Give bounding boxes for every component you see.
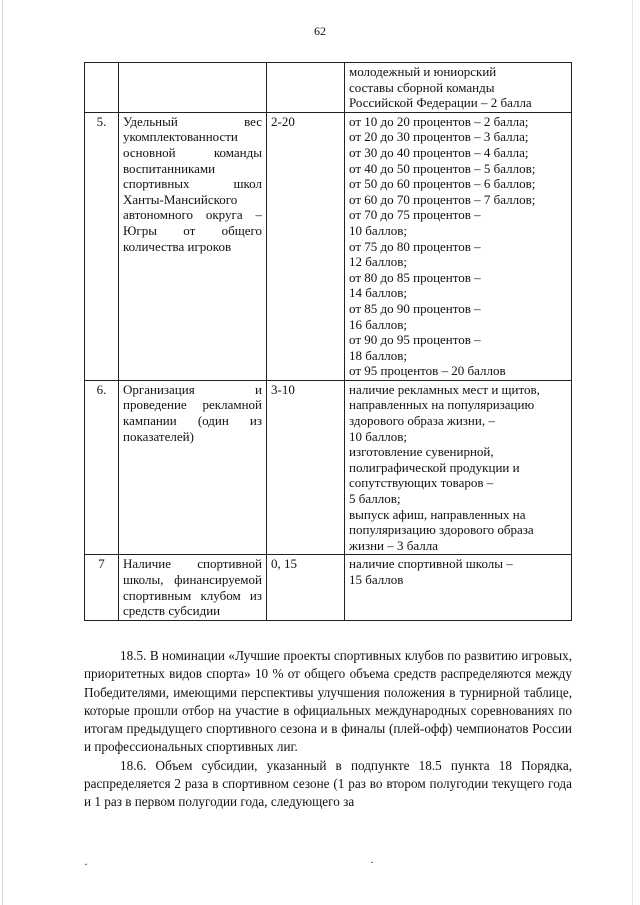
table-row xyxy=(85,112,572,380)
score-description xyxy=(345,63,572,113)
scan-edge-left xyxy=(2,0,3,905)
score-line: от 95 процентов – 20 баллов xyxy=(349,363,506,379)
score-line: 10 баллов; xyxy=(349,222,407,238)
score-line: составы сборной команды xyxy=(349,79,495,95)
score-line: жизни – 3 балла xyxy=(349,537,438,553)
score-line: Российской Федерации – 2 балла xyxy=(349,95,532,111)
score-range xyxy=(267,63,345,113)
score-line: от 20 до 30 процентов – 3 балла; xyxy=(349,129,529,145)
score-line: от 10 до 20 процентов – 2 балла; xyxy=(349,113,529,129)
table-row xyxy=(85,555,572,620)
score-range: 0, 15 xyxy=(267,555,345,620)
body-text xyxy=(84,647,572,812)
score-line: 16 баллов; xyxy=(349,316,407,332)
score-line: 18 баллов; xyxy=(349,347,407,363)
score-line: наличие рекламных мест и щитов, xyxy=(349,381,540,397)
score-line: наличие спортивной школы – xyxy=(349,556,513,572)
score-line: полиграфической продукции и xyxy=(349,459,520,475)
table-row xyxy=(85,380,572,555)
score-line: направленных на популяризацию xyxy=(349,397,535,413)
score-line: молодежный и юниорский xyxy=(349,64,497,79)
score-description xyxy=(345,380,572,555)
score-description xyxy=(345,112,572,380)
score-line: выпуск афиш, направленных на xyxy=(349,506,526,522)
score-line: от 50 до 60 процентов – 6 баллов; xyxy=(349,176,536,192)
score-range: 3-10 xyxy=(267,380,345,555)
score-line: от 85 до 90 процентов – xyxy=(349,300,481,316)
score-line: популяризацию здорового образа xyxy=(349,522,534,538)
criterion-name xyxy=(119,555,267,620)
criterion-name xyxy=(119,112,267,380)
score-line: 12 баллов; xyxy=(349,254,407,270)
score-line: 10 баллов; xyxy=(349,428,407,444)
score-line: от 30 до 40 процентов – 4 балла; xyxy=(349,144,529,160)
paragraph-18-6: 18.6. Объем субсидии, указанный в подпункте 18.5 пункта 18 Порядка, распределяется 2 раза в спортивном сезоне (1 раз во втором полугодии текущего года и 1 раз в первом полугодии года, следующего за xyxy=(84,757,572,810)
criteria-table xyxy=(84,62,572,621)
score-line: здорового образа жизни, – xyxy=(349,413,495,429)
page-number: 62 xyxy=(314,24,326,38)
row-number: 7 xyxy=(85,555,119,620)
scan-speck: · xyxy=(370,855,374,869)
criterion-name xyxy=(119,380,267,555)
score-line: от 70 до 75 процентов – xyxy=(349,207,481,223)
row-number: 6. xyxy=(85,380,119,555)
row-number: 5. xyxy=(85,112,119,380)
score-line: от 40 до 50 процентов – 5 баллов; xyxy=(349,160,536,176)
criterion-name-text: Удельный вес укомплектованности основной команды воспитанниками спортивных школ Ханты-Мансийского автономного округа – Югры от общего количества игроков xyxy=(123,113,262,254)
score-line: 5 баллов; xyxy=(349,491,401,507)
scan-speck: · xyxy=(84,857,88,871)
paragraph-18-5: 18.5. В номинации «Лучшие проекты спортивных клубов по развитию игровых, приоритетных видов спорта» 10 % от общего объема средств распределяются между Победителями, имеющими перспективы улучшения положения в турнирной таблице, которые прошли отбор на участие в официальных международных соревнованиях по итогам предыдущего спортивного сезона и в финалы (плей-офф) чемпионатов России и профессиональных спортивных лиг. xyxy=(84,648,572,755)
score-line: изготовление сувенирной, xyxy=(349,444,494,460)
score-line: 14 баллов; xyxy=(349,285,407,301)
score-line: от 75 до 80 процентов – xyxy=(349,238,481,254)
criterion-name xyxy=(119,63,267,113)
score-line: от 80 до 85 процентов – xyxy=(349,269,481,285)
criterion-name-text: Наличие спортивной школы, финансируемой спортивным клубом из средств субсидии xyxy=(123,556,262,619)
score-line: от 60 до 70 процентов – 7 баллов; xyxy=(349,191,536,207)
score-line: сопутствующих товаров – xyxy=(349,475,494,491)
score-line: 15 баллов xyxy=(349,572,404,587)
score-line: от 90 до 95 процентов – xyxy=(349,332,481,348)
score-description xyxy=(345,555,572,620)
scan-edge-right xyxy=(632,0,633,905)
table-row xyxy=(85,63,572,113)
score-range: 2-20 xyxy=(267,112,345,380)
criterion-name-text: Организация и проведение рекламной кампании (один из показателей) xyxy=(123,381,262,444)
row-number xyxy=(85,63,119,113)
